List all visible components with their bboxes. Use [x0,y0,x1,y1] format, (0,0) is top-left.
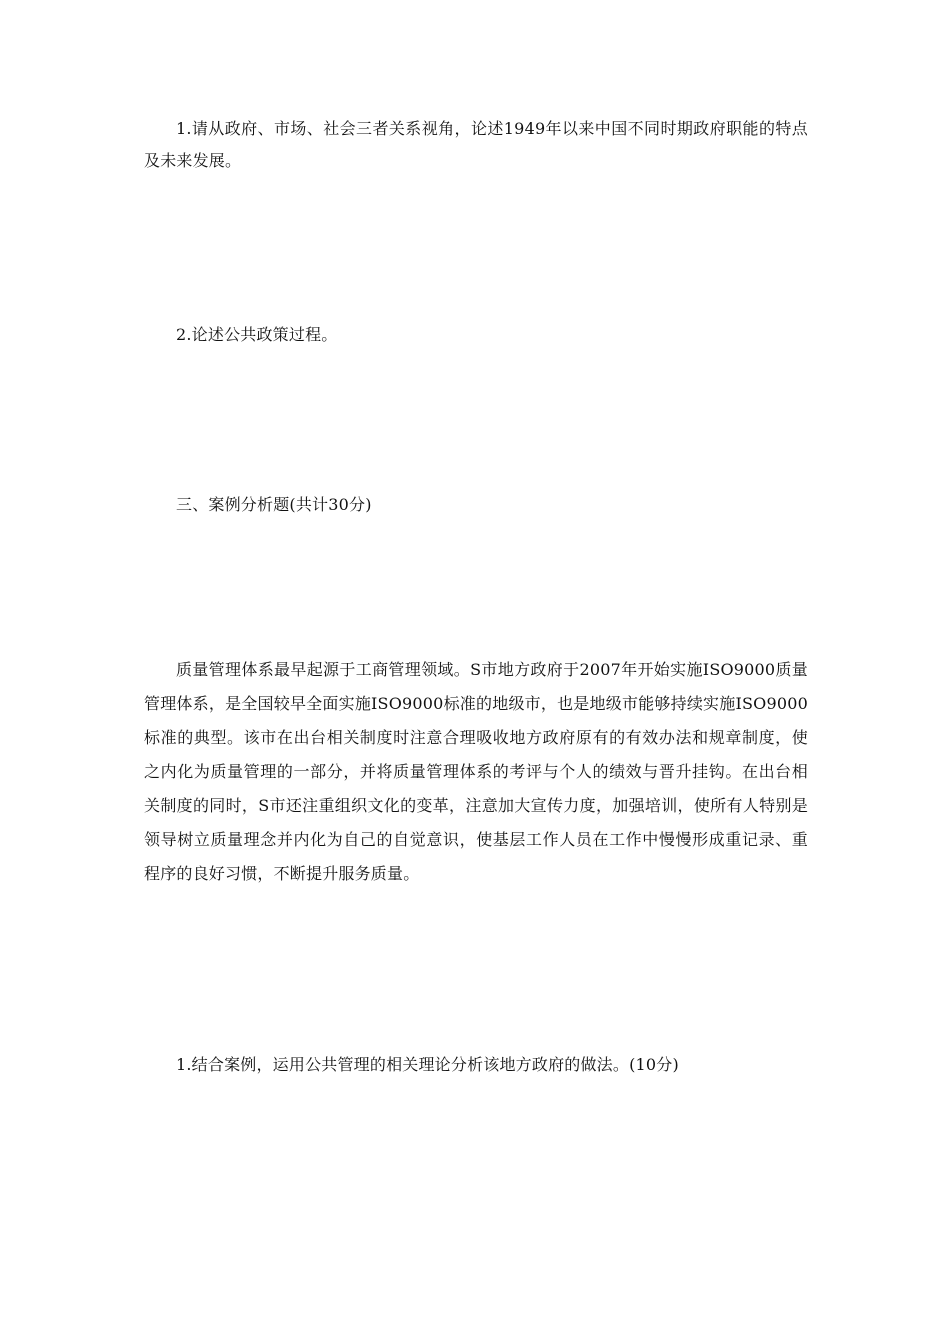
essay-question-1: 1.请从政府、市场、社会三者关系视角，论述1949年以来中国不同时期政府职能的特点及未来发展。 [144,119,808,170]
section-heading-case-analysis: 三、案例分析题(共计30分) [176,495,372,514]
case-question-1: 1.结合案例，运用公共管理的相关理论分析该地方政府的做法。(10分) [176,1055,679,1074]
case-description: 质量管理体系最早起源于工商管理领域。S市地方政府于2007年开始实施ISO9000质量管理体系，是全国较早全面实施ISO9000标准的地级市，也是地级市能够持续实施ISO9000标准的典型。该市在出台相关制度时注意合理吸收地方政府原有的有效办法和规章制度，使之内化为质量管理的一部分，并将质量管理体系的考评与个人的绩效与晋升挂钩。在出台相关制度的同时，S市还注重组织文化的变革，注意加大宣传力度，加强培训，使所有人特别是领导树立质量理念并内化为自己的自觉意识，使基层工作人员在工作中慢慢形成重记录、重程序的良好习惯，不断提升服务质量。 [144,660,808,883]
essay-question-2: 2.论述公共政策过程。 [176,325,338,344]
